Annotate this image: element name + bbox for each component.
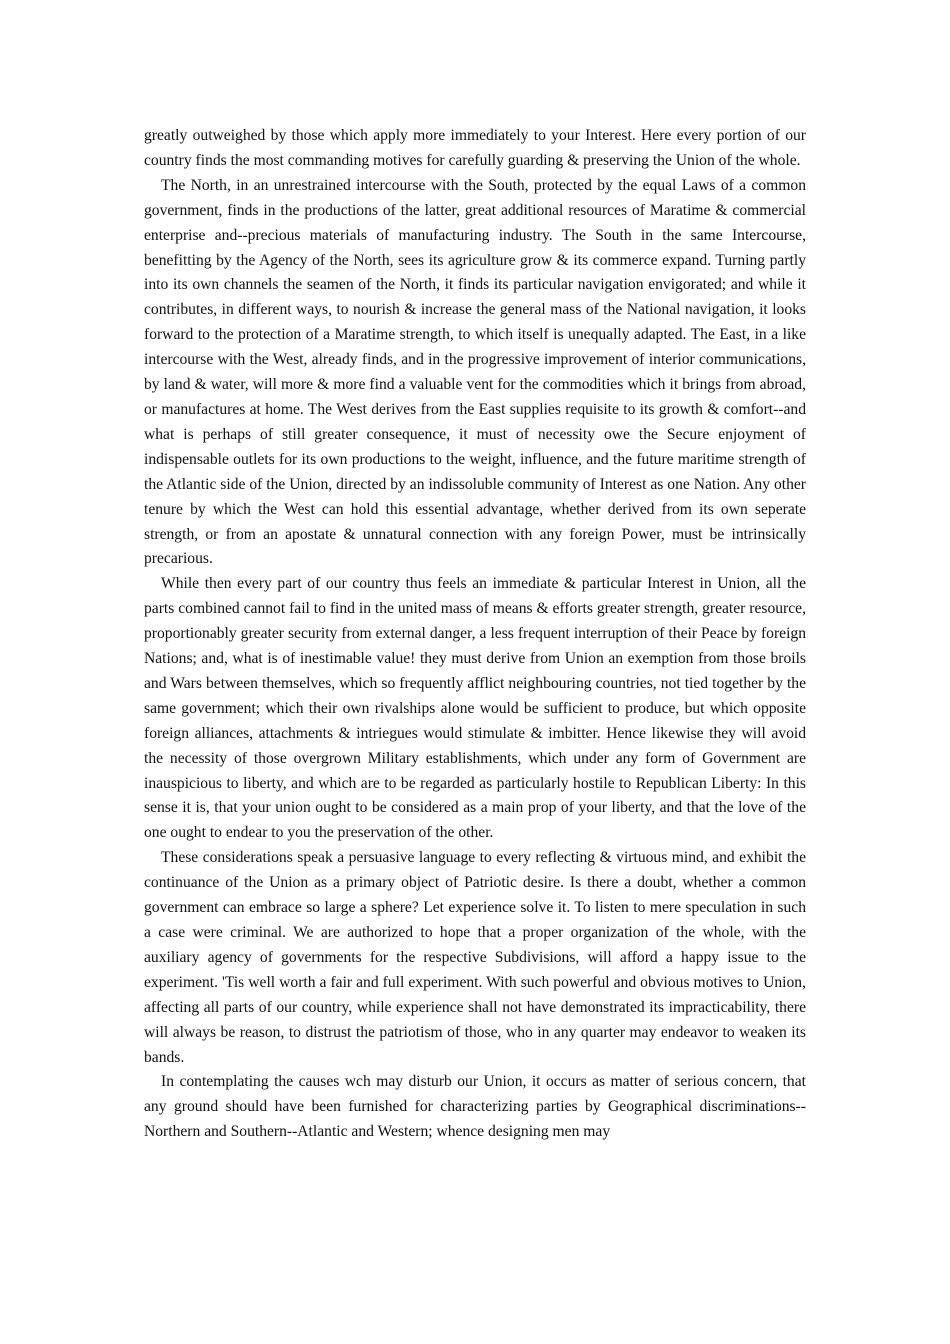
- paragraph-union-benefits: While then every part of our country thus feels an immediate & particular Interest in Union, all the parts combined cannot fail to find in the united mass of means & efforts greater strength, greater resource, proportionably greater security from external danger, a less frequent interruption of their Peace by foreign Nations; and, what is of inestimable value! they must derive from Union an exemption from those broils and Wars between themselves, which so frequently afflict neighbouring countries, not tied together by the same government; which their own rivalships alone would be sufficient to produce, but which opposite foreign alliances, attachments & intriegues would stimulate & imbitter. Hence likewise they will avoid the necessity of those overgrown Military establishments, which under any form of Government are inauspicious to liberty, and which are to be regarded as particularly hostile to Republican Liberty: In this sense it is, that your union ought to be considered as a main prop of your liberty, and that the love of the one ought to endear to you the preservation of the other.: [144, 575, 806, 842]
- paragraph-north-south: The North, in an unrestrained intercourse with the South, protected by the equal Laws of a common government, finds in the productions of the latter, great additional resources of Maratime & commercial enterprise and--precious materials of manufacturing industry. The South in the same Intercourse, benefitting by the Agency of the North, sees its agriculture grow & its commerce expand. Turning partly into its own channels the seamen of the North, it finds its particular navigation envigorated; and while it contributes, in different ways, to nourish & increase the general mass of the National navigation, it looks forward to the protection of a Maratime strength, to which itself is unequally adapted. The East, in a like intercourse with the West, already finds, and in the progressive improvement of interior communications, by land & water, will more & more find a valuable vent for the commodities which it brings from abroad, or manufactures at home. The West derives from the East supplies requisite to its growth & comfort--and what is perhaps of still greater consequence, it must of necessity owe the Secure enjoyment of indispensable outlets for its own productions to the weight, influence, and the future maritime strength of the Atlantic side of the Union, directed by an indissoluble community of Interest as one Nation. Any other tenure by which the West can hold this essential advantage, whether derived from its own seperate strength, or from an apostate & unnatural connection with any foreign Power, must be intrinsically precarious.: [144, 176, 806, 568]
- paragraph-considerations: These considerations speak a persuasive language to every reflecting & virtuous mind, and exhibit the continuance of the Union as a primary object of Patriotic desire. Is there a doubt, whether a common government can embrace so large a sphere? Let experience solve it. To listen to mere speculation in such a case were criminal. We are authorized to hope that a proper organization of the whole, with the auxiliary agency of governments for the respective Subdivisions, will afford a happy issue to the experiment. 'Tis well worth a fair and full experiment. With such powerful and obvious motives to Union, affecting all parts of our country, while experience shall not have demonstrated its impracticability, there will always be reason, to distrust the patriotism of those, who in any quarter may endeavor to weaken its bands.: [144, 849, 806, 1066]
- document-page: [144, 124, 806, 1145]
- paragraph-continuation: greatly outweighed by those which apply more immediately to your Interest. Here every portion of our country finds the most commanding motives for carefully guarding & preserving the Union of the whole.: [144, 127, 806, 169]
- paragraph-contemplating: In contemplating the causes wch may disturb our Union, it occurs as matter of serious concern, that any ground should have been furnished for characterizing parties by Geographical discriminations--Northern and Southern--Atlantic and Western; whence designing men may: [144, 1073, 806, 1141]
